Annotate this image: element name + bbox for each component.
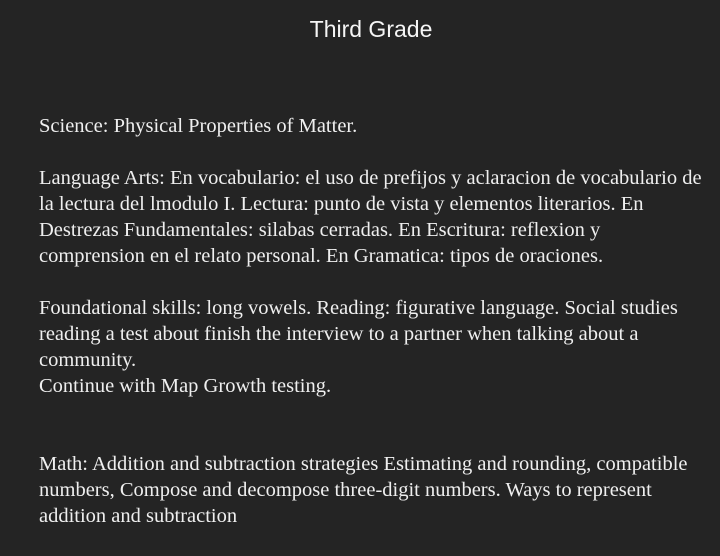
- math-paragraph: Math: Addition and subtraction strategies Estimating and rounding, compatible numbers, Compose and decompose three-digit numbers. Ways to represent addition and subtraction: [39, 453, 688, 527]
- document-body: [39, 113, 711, 529]
- language-arts-paragraph: Language Arts: En vocabulario: el uso de prefijos y aclaracion de vocabulario de la lectura del lmodulo I. Lectura: punto de vista y elementos literarios. En Destrezas Fundamentales: silabas cerradas. En Escritura: reflexion y comprension en el relato personal. En Gramatica: tipos de oraciones.: [39, 167, 702, 267]
- foundational-skills-paragraph: Foundational skills: long vowels. Reading: figurative language. Social studies reading a test about finish the interview to a partner when talking about a community.: [39, 297, 678, 371]
- page-title: Third Grade: [309, 16, 433, 42]
- map-growth-paragraph: Continue with Map Growth testing.: [39, 375, 332, 397]
- science-paragraph: Science: Physical Properties of Matter.: [39, 115, 358, 137]
